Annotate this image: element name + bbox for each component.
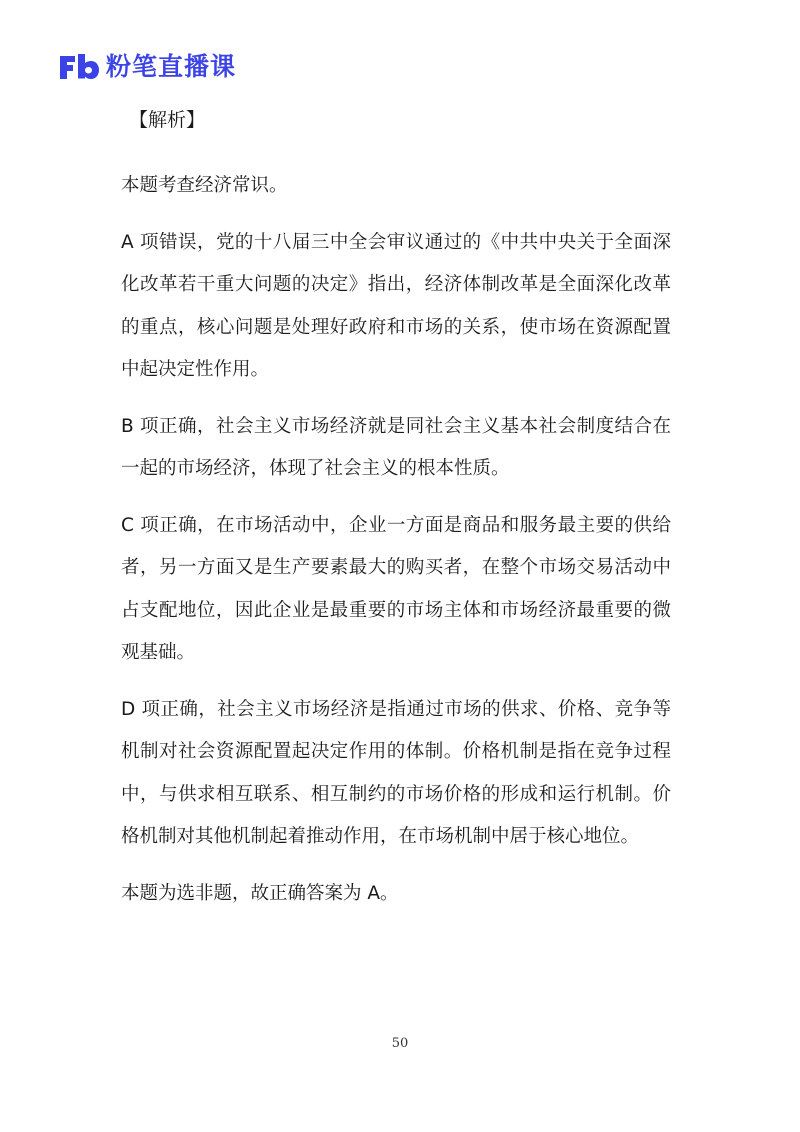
paragraph-answer: 本题为选非题，故正确答案为 A。 [121, 882, 399, 904]
brand-name: 粉笔直播课 [106, 52, 237, 81]
paragraph-option-d: D 项正确，社会主义市场经济是指通过市场的供求、价格、竞争等机制对社会资源配置起决定作用的体制。价格机制是指在竞争过程中，与供求相互联系、相互制约的市场价格的形成和运行机制。价格机制对其他机制起着推动作用，在市场机制中居于核心地位。 [121, 698, 671, 847]
paragraph-option-c: C 项正确，在市场活动中，企业一方面是商品和服务最主要的供给者，另一方面又是生产要素最大的购买者，在整个市场交易活动中占支配地位，因此企业是最重要的市场主体和市场经济最重要的微观基础。 [121, 514, 671, 663]
fb-logo-icon [58, 52, 100, 82]
paragraph-intro: 本题考查经济常识。 [121, 175, 288, 196]
paragraph-option-a: A 项错误，党的十八届三中全会审议通过的《中共中央关于全面深化改革若干重大问题的决定》指出，经济体制改革是全面深化改革的重点，核心问题是处理好政府和市场的关系，使市场在资源配置中起决定性作用。 [121, 231, 671, 380]
analysis-body [121, 165, 671, 929]
paragraph-option-b: B 项正确，社会主义市场经济就是同社会主义基本社会制度结合在一起的市场经济，体现了社会主义的根本性质。 [121, 415, 671, 479]
section-title: 【解析】 [129, 109, 206, 131]
brand-header [58, 50, 236, 84]
page-number: 50 [391, 1036, 409, 1051]
